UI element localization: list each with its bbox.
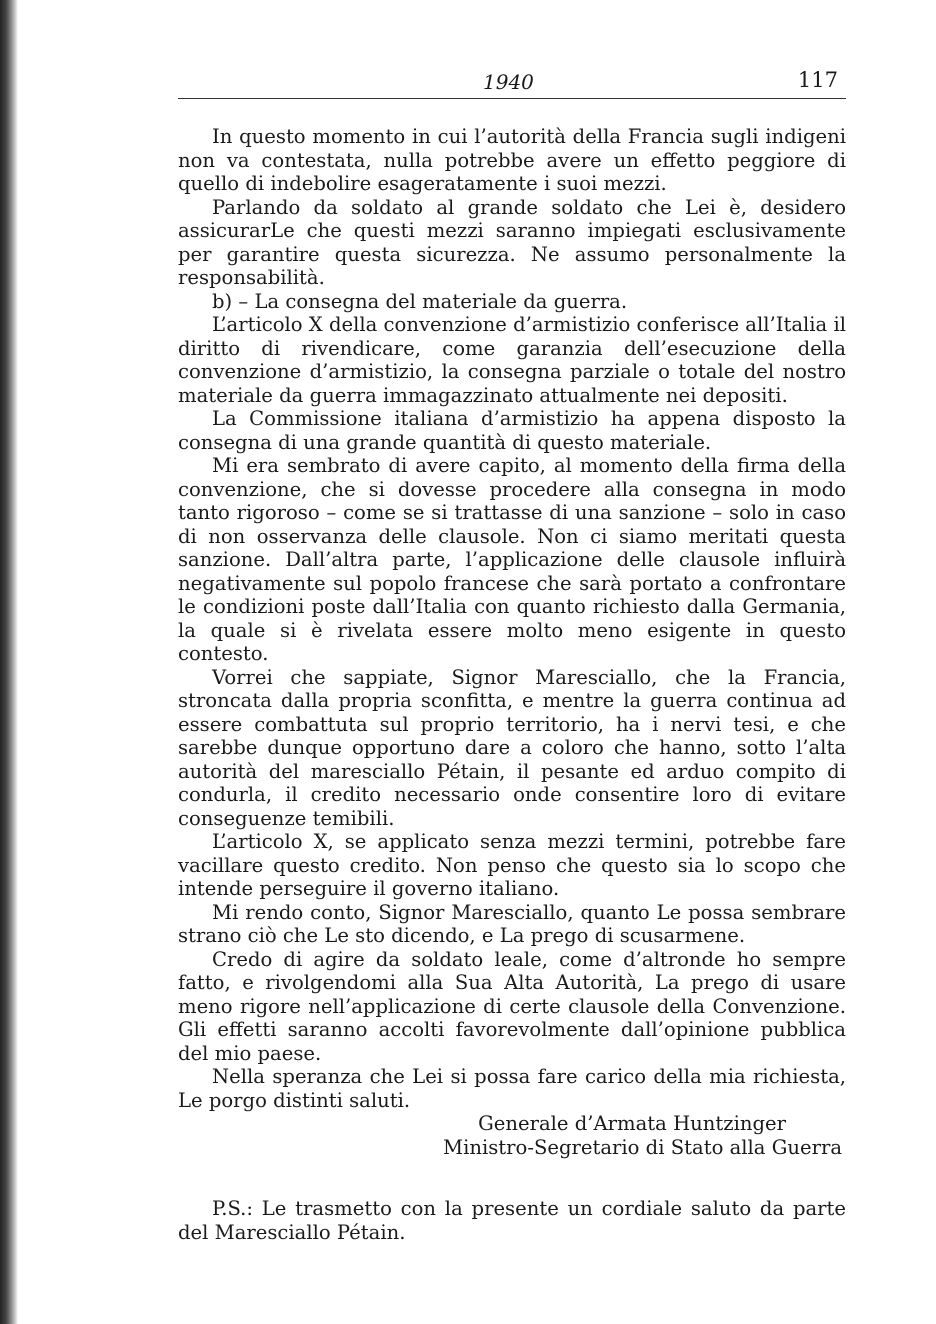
signature-name: Generale d’Armata Huntzinger	[478, 1112, 786, 1135]
book-page	[178, 60, 846, 1244]
postscript: P.S.: Le trasmetto con la presente un cordiale saluto da parte del Maresciallo Pétain.	[178, 1197, 846, 1244]
running-head	[178, 60, 846, 99]
page-number: 117	[797, 68, 838, 92]
paragraph: Mi era sembrato di avere capito, al momento della firma della convenzione, che si dovesse procedere alla consegna in modo tanto rigoroso – come se si trattasse di una sanzione – solo in caso di non osservanza delle clausole. Non ci siamo meritati questa sanzione. Dall’altra parte, l’applicazione delle clausole influirà negativamente sul popolo francese che sarà portato a confrontare le condizioni poste dall’Italia con quanto richiesto dalla Germania, la quale si è rivelata essere molto meno esigente in questo contesto.	[178, 454, 846, 665]
paragraph: In questo momento in cui l’autorità della Francia sugli indigeni non va contestata, nulla potrebbe avere un effetto peggiore di quello di indebolire esageratamente i suoi mezzi.	[178, 125, 846, 195]
signature-title: Ministro-Segretario di Stato alla Guerra	[443, 1135, 842, 1159]
paragraph: L’articolo X della convenzione d’armistizio conferisce all’Italia il diritto di rivendicare, come garanzia dell’esecuzione della convenzione d’armistizio, la consegna parziale o totale del nostro materiale da guerra immagazzinato attualmente nei depositi.	[178, 313, 846, 407]
paragraph: Parlando da soldato al grande soldato che Lei è, desidero assicurarLe che questi mezzi saranno impiegati esclusivamente per garantire questa sicurezza. Ne assumo personalmente la responsabilità.	[178, 195, 846, 289]
letter-body	[178, 125, 846, 1112]
paragraph: Vorrei che sappiate, Signor Maresciallo, che la Francia, stroncata dalla propria sconfitta, e mentre la guerra continua ad essere combattuta sul proprio territorio, ha i nervi tesi, e che sarebbe dunque opportuno dare a coloro che hanno, sotto l’alta autorità del maresciallo Pétain, il pesante ed arduo compito di condurla, il credito necessario onde consentire loro di evitare conseguenze temibili.	[178, 665, 846, 830]
book-binding-shadow	[0, 0, 18, 1324]
closing-paragraph: Nella speranza che Lei si possa fare carico della mia richiesta, Le porgo distinti saluti.	[178, 1065, 846, 1112]
paragraph: La Commissione italiana d’armistizio ha appena disposto la consegna di una grande quantità di questo materiale.	[178, 407, 846, 454]
paragraph: Credo di agire da soldato leale, come d’altronde ho sempre fatto, e rivolgendomi alla Sua Alta Autorità, La prego di usare meno rigore nell’applicazione di certe clausole della Convenzione. Gli effetti saranno accolti favorevolmente dall’opinione pubblica del mio paese.	[178, 947, 846, 1065]
running-head-year: 1940	[483, 70, 534, 94]
signature-block	[178, 1112, 846, 1159]
paragraph: L’articolo X, se applicato senza mezzi termini, potrebbe fare vacillare questo credito. Non penso che questo sia lo scopo che intende perseguire il governo italiano.	[178, 830, 846, 900]
section-heading: b) – La consegna del materiale da guerra.	[212, 289, 628, 313]
paragraph: Mi rendo conto, Signor Maresciallo, quanto Le possa sembrare strano ciò che Le sto dicendo, e La prego di scusarmene.	[178, 900, 846, 947]
